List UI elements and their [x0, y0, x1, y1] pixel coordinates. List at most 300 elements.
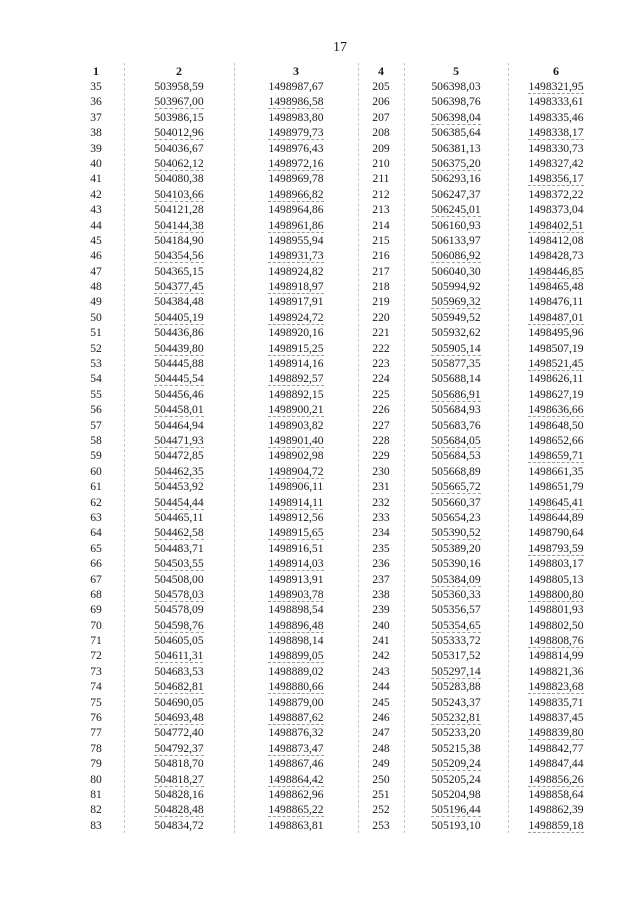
y-coordinate-left-cell [234, 602, 358, 617]
y-coordinate-left-cell [234, 218, 358, 233]
y-coordinate-right: 1498446,85 [528, 264, 584, 278]
point-number-left: 59 [90, 449, 102, 463]
x-coordinate-left-cell [124, 433, 234, 448]
point-number-right: 239 [372, 603, 390, 617]
point-number-left: 51 [90, 326, 102, 340]
point-number-right: 226 [372, 403, 390, 417]
x-coordinate-right: 506160,93 [431, 218, 481, 232]
y-coordinate-right-cell [508, 495, 604, 510]
y-coordinate-right-cell [508, 218, 604, 233]
x-coordinate-right: 505360,33 [431, 587, 481, 601]
point-number-left: 50 [90, 310, 102, 324]
x-coordinate-left: 504405,19 [154, 310, 204, 324]
y-coordinate-left-cell [234, 572, 358, 587]
y-coordinate-right-cell [508, 756, 604, 771]
table-row [68, 741, 604, 756]
y-coordinate-left-cell [234, 110, 358, 125]
point-number-right: 222 [372, 341, 390, 355]
point-number-left: 80 [90, 772, 102, 786]
point-number-right: 246 [372, 711, 390, 725]
point-number-right: 209 [372, 141, 390, 155]
point-number-right: 232 [372, 495, 390, 509]
point-number-left: 72 [90, 649, 102, 663]
x-coordinate-right: 505205,24 [431, 772, 481, 786]
y-coordinate-right-cell [508, 418, 604, 433]
x-coordinate-left-cell [124, 187, 234, 202]
point-number-left-cell [68, 187, 124, 202]
point-number-left: 73 [90, 664, 102, 678]
x-coordinate-left-cell [124, 510, 234, 525]
y-coordinate-right-cell [508, 94, 604, 109]
x-coordinate-left-cell [124, 725, 234, 740]
x-coordinate-right: 505660,37 [431, 495, 481, 509]
y-coordinate-right-cell [508, 664, 604, 679]
x-coordinate-right: 505297,14 [431, 664, 481, 678]
table-row [68, 679, 604, 694]
coordinate-table [68, 63, 604, 833]
y-coordinate-left-cell [234, 741, 358, 756]
y-coordinate-right-cell [508, 402, 604, 417]
x-coordinate-right: 506133,97 [431, 233, 481, 247]
x-coordinate-right: 506086,92 [431, 249, 481, 263]
x-coordinate-left-cell [124, 572, 234, 587]
x-coordinate-left: 504365,15 [154, 264, 204, 278]
point-number-left-cell [68, 448, 124, 463]
table-row [68, 325, 604, 340]
x-coordinate-left-cell [124, 556, 234, 571]
y-coordinate-left-cell [234, 695, 358, 710]
point-number-right-cell [358, 125, 404, 140]
x-coordinate-right-cell [404, 741, 508, 756]
x-coordinate-right-cell [404, 279, 508, 294]
point-number-right-cell [358, 741, 404, 756]
point-number-right-cell [358, 156, 404, 171]
y-coordinate-right: 1498800,80 [528, 587, 584, 601]
y-coordinate-right: 1498645,41 [528, 495, 584, 509]
table-row [68, 464, 604, 479]
x-coordinate-left-cell [124, 525, 234, 540]
point-number-left-cell [68, 110, 124, 125]
point-number-right-cell [358, 710, 404, 725]
point-number-left-cell [68, 79, 124, 94]
point-number-right-cell [358, 664, 404, 679]
point-number-left: 64 [90, 526, 102, 540]
y-coordinate-right-cell [508, 741, 604, 756]
y-coordinate-right-cell [508, 279, 604, 294]
y-coordinate-right-cell [508, 679, 604, 694]
x-coordinate-left-cell [124, 479, 234, 494]
x-coordinate-right-cell [404, 202, 508, 217]
y-coordinate-right: 1498814,99 [528, 649, 584, 663]
x-coordinate-left: 504458,01 [154, 403, 204, 417]
x-coordinate-left-cell [124, 218, 234, 233]
point-number-left: 67 [90, 572, 102, 586]
x-coordinate-right: 506247,37 [431, 187, 481, 201]
point-number-right-cell [358, 602, 404, 617]
y-coordinate-right: 1498805,13 [528, 572, 584, 586]
y-coordinate-left-cell [234, 495, 358, 510]
table-row [68, 479, 604, 494]
y-coordinate-left: 1498912,56 [268, 510, 324, 524]
y-coordinate-left: 1498987,67 [268, 80, 324, 93]
y-coordinate-right: 1498373,04 [528, 203, 584, 217]
table-row [68, 264, 604, 279]
point-number-right-cell [358, 772, 404, 787]
x-coordinate-right-cell [404, 125, 508, 140]
point-number-left-cell [68, 756, 124, 771]
x-coordinate-left: 504503,55 [154, 557, 204, 571]
y-coordinate-left-cell [234, 787, 358, 802]
x-coordinate-left-cell [124, 710, 234, 725]
x-coordinate-left: 504472,85 [154, 449, 204, 463]
point-number-right: 240 [372, 618, 390, 632]
table-row [68, 94, 604, 109]
x-coordinate-left: 504792,37 [154, 741, 204, 755]
x-coordinate-left-cell [124, 818, 234, 833]
y-coordinate-right-cell [508, 525, 604, 540]
y-coordinate-right-cell [508, 356, 604, 371]
x-coordinate-right: 505684,53 [431, 449, 481, 463]
point-number-right-cell [358, 464, 404, 479]
table-row [68, 725, 604, 740]
point-number-right: 235 [372, 541, 390, 555]
point-number-right: 205 [372, 80, 390, 93]
y-coordinate-right: 1498858,64 [528, 787, 584, 801]
table-row [68, 664, 604, 679]
table-row [68, 695, 604, 710]
point-number-right: 212 [372, 187, 390, 201]
point-number-left-cell [68, 802, 124, 817]
point-number-right-cell [358, 94, 404, 109]
x-coordinate-left: 504682,81 [154, 680, 204, 694]
point-number-left: 62 [90, 495, 102, 509]
x-coordinate-left: 504144,38 [154, 218, 204, 232]
table-row [68, 356, 604, 371]
x-coordinate-left-cell [124, 233, 234, 248]
y-coordinate-right: 1498823,68 [528, 680, 584, 694]
point-number-left-cell [68, 495, 124, 510]
point-number-left: 53 [90, 357, 102, 371]
y-coordinate-left: 1498865,22 [268, 803, 324, 817]
x-coordinate-left: 504508,00 [154, 572, 204, 586]
point-number-right-cell [358, 695, 404, 710]
table-row [68, 556, 604, 571]
point-number-right-cell [358, 756, 404, 771]
x-coordinate-left: 504354,56 [154, 249, 204, 263]
y-coordinate-right-cell [508, 710, 604, 725]
x-coordinate-left-cell [124, 264, 234, 279]
point-number-left-cell [68, 679, 124, 694]
y-coordinate-left: 1498900,21 [268, 403, 324, 417]
y-coordinate-right-cell [508, 248, 604, 263]
x-coordinate-left: 504464,94 [154, 418, 204, 432]
x-coordinate-right-cell [404, 433, 508, 448]
table-row [68, 587, 604, 602]
y-coordinate-right-cell [508, 79, 604, 94]
page-number: 17 [333, 40, 347, 55]
y-coordinate-left: 1498966,82 [268, 187, 324, 201]
point-number-left-cell [68, 464, 124, 479]
point-number-right-cell [358, 725, 404, 740]
table-row [68, 402, 604, 417]
x-coordinate-right-cell [404, 187, 508, 202]
y-coordinate-left-cell [234, 356, 358, 371]
point-number-left-cell [68, 218, 124, 233]
point-number-right-cell [358, 387, 404, 402]
x-coordinate-right-cell [404, 633, 508, 648]
y-coordinate-left: 1498979,73 [268, 126, 324, 140]
x-coordinate-left: 504184,90 [154, 233, 204, 247]
point-number-right: 231 [372, 480, 390, 494]
x-coordinate-right-cell [404, 418, 508, 433]
point-number-left: 54 [90, 372, 102, 386]
x-coordinate-right-cell [404, 310, 508, 325]
y-coordinate-left: 1498986,58 [268, 95, 324, 109]
point-number-right-cell [358, 818, 404, 833]
point-number-right-cell [358, 202, 404, 217]
x-coordinate-left-cell [124, 541, 234, 556]
table-row [68, 602, 604, 617]
x-coordinate-right: 505233,20 [431, 726, 481, 740]
x-coordinate-left-cell [124, 402, 234, 417]
column-header: 6 [553, 64, 559, 78]
point-number-right-cell [358, 479, 404, 494]
x-coordinate-left-cell [124, 741, 234, 756]
x-coordinate-right-cell [404, 725, 508, 740]
y-coordinate-left: 1498983,80 [268, 110, 324, 124]
x-coordinate-right-cell [404, 572, 508, 587]
point-number-left: 52 [90, 341, 102, 355]
y-coordinate-left: 1498898,54 [268, 603, 324, 617]
x-coordinate-left: 504445,54 [154, 372, 204, 386]
y-coordinate-left-cell [234, 479, 358, 494]
point-number-left: 56 [90, 403, 102, 417]
x-coordinate-right-cell [404, 556, 508, 571]
point-number-right: 224 [372, 372, 390, 386]
point-number-right: 211 [372, 172, 390, 186]
y-coordinate-right: 1498842,77 [528, 741, 584, 755]
point-number-right: 243 [372, 664, 390, 678]
point-number-right-cell [358, 325, 404, 340]
point-number-right-cell [358, 294, 404, 309]
x-coordinate-right-cell [404, 79, 508, 94]
y-coordinate-left: 1498976,43 [268, 141, 324, 155]
x-coordinate-right-cell [404, 371, 508, 386]
point-number-left-cell [68, 664, 124, 679]
x-coordinate-left: 504121,28 [154, 203, 204, 217]
y-coordinate-left: 1498879,00 [268, 695, 324, 709]
x-coordinate-right: 505688,14 [431, 372, 481, 386]
x-coordinate-left-cell [124, 171, 234, 186]
point-number-right: 250 [372, 772, 390, 786]
point-number-left: 75 [90, 695, 102, 709]
x-coordinate-right-cell [404, 356, 508, 371]
point-number-right-cell [358, 510, 404, 525]
point-number-left: 42 [90, 187, 102, 201]
point-number-right: 252 [372, 803, 390, 817]
point-number-right-cell [358, 587, 404, 602]
x-coordinate-right: 506293,16 [431, 172, 481, 186]
column-header: 5 [453, 64, 459, 78]
y-coordinate-left: 1498892,15 [268, 387, 324, 401]
y-coordinate-left-cell [234, 541, 358, 556]
y-coordinate-left-cell [234, 248, 358, 263]
y-coordinate-right-cell [508, 510, 604, 525]
x-coordinate-right: 506385,64 [431, 126, 481, 140]
point-number-left: 83 [90, 818, 102, 832]
table-row [68, 125, 604, 140]
x-coordinate-right: 505932,62 [431, 326, 481, 340]
x-coordinate-right-cell [404, 695, 508, 710]
point-number-left-cell [68, 233, 124, 248]
y-coordinate-left-cell [234, 433, 358, 448]
point-number-right-cell [358, 218, 404, 233]
point-number-right: 214 [372, 218, 390, 232]
y-coordinate-left-cell [234, 341, 358, 356]
point-number-left: 40 [90, 156, 102, 170]
x-coordinate-left: 504578,03 [154, 587, 204, 601]
table-row [68, 187, 604, 202]
point-number-left: 68 [90, 587, 102, 601]
x-coordinate-left-cell [124, 587, 234, 602]
point-number-right: 228 [372, 433, 390, 447]
x-coordinate-right-cell [404, 679, 508, 694]
x-coordinate-left-cell [124, 341, 234, 356]
table-row [68, 541, 604, 556]
point-number-left-cell [68, 310, 124, 325]
point-number-right: 208 [372, 126, 390, 140]
y-coordinate-right: 1498372,22 [528, 187, 584, 201]
y-coordinate-right-cell [508, 725, 604, 740]
y-coordinate-right: 1498659,71 [528, 449, 584, 463]
y-coordinate-right: 1498839,80 [528, 726, 584, 740]
y-coordinate-right: 1498636,66 [528, 403, 584, 417]
y-coordinate-right-cell [508, 787, 604, 802]
point-number-right: 223 [372, 357, 390, 371]
y-coordinate-right: 1498487,01 [528, 310, 584, 324]
x-coordinate-right: 505354,65 [431, 618, 481, 632]
x-coordinate-left: 504439,80 [154, 341, 204, 355]
y-coordinate-left: 1498876,32 [268, 726, 324, 740]
y-coordinate-right: 1498821,36 [528, 664, 584, 678]
point-number-left-cell [68, 387, 124, 402]
y-coordinate-left-cell [234, 233, 358, 248]
point-number-right: 210 [372, 156, 390, 170]
y-coordinate-left-cell [234, 418, 358, 433]
y-coordinate-right-cell [508, 371, 604, 386]
y-coordinate-right: 1498321,95 [528, 80, 584, 93]
y-coordinate-left-cell [234, 264, 358, 279]
point-number-left-cell [68, 695, 124, 710]
y-coordinate-left-cell [234, 156, 358, 171]
point-number-right-cell [358, 418, 404, 433]
y-coordinate-right: 1498859,18 [528, 818, 584, 832]
y-coordinate-right-cell [508, 125, 604, 140]
y-coordinate-right-cell [508, 602, 604, 617]
y-coordinate-left: 1498864,42 [268, 772, 324, 786]
x-coordinate-left-cell [124, 125, 234, 140]
point-number-right: 229 [372, 449, 390, 463]
point-number-left-cell [68, 356, 124, 371]
point-number-left-cell [68, 633, 124, 648]
point-number-right-cell [358, 310, 404, 325]
point-number-left: 39 [90, 141, 102, 155]
point-number-right: 217 [372, 264, 390, 278]
table-row [68, 341, 604, 356]
table-row [68, 710, 604, 725]
x-coordinate-right: 505684,93 [431, 403, 481, 417]
y-coordinate-right: 1498356,17 [528, 172, 584, 186]
x-coordinate-left: 504818,70 [154, 757, 204, 771]
x-coordinate-left: 504103,66 [154, 187, 204, 201]
y-coordinate-left-cell [234, 725, 358, 740]
x-coordinate-left-cell [124, 602, 234, 617]
y-coordinate-right-cell [508, 818, 604, 833]
x-coordinate-left: 504828,16 [154, 787, 204, 801]
table-row [68, 310, 604, 325]
y-coordinate-left: 1498903,78 [268, 587, 324, 601]
point-number-left: 58 [90, 433, 102, 447]
point-number-left-cell [68, 418, 124, 433]
x-coordinate-right: 506398,03 [431, 80, 481, 93]
y-coordinate-left: 1498873,47 [268, 741, 324, 755]
x-coordinate-right: 505390,52 [431, 526, 481, 540]
y-coordinate-left-cell [234, 202, 358, 217]
x-coordinate-left: 503986,15 [154, 110, 204, 124]
y-coordinate-left: 1498898,14 [268, 634, 324, 648]
point-number-right-cell [358, 264, 404, 279]
y-coordinate-left: 1498896,48 [268, 618, 324, 632]
x-coordinate-right: 505949,52 [431, 310, 481, 324]
x-coordinate-left: 504454,44 [154, 495, 204, 509]
x-coordinate-left-cell [124, 156, 234, 171]
x-coordinate-right: 505384,09 [431, 572, 481, 586]
y-coordinate-left-cell [234, 325, 358, 340]
point-number-left-cell [68, 371, 124, 386]
point-number-left-cell [68, 818, 124, 833]
y-coordinate-right-cell [508, 572, 604, 587]
y-coordinate-right: 1498495,96 [528, 326, 584, 340]
y-coordinate-right-cell [508, 695, 604, 710]
x-coordinate-right-cell [404, 664, 508, 679]
point-number-left-cell [68, 202, 124, 217]
y-coordinate-left: 1498920,16 [268, 326, 324, 340]
point-number-right: 218 [372, 280, 390, 294]
x-coordinate-right: 505356,57 [431, 603, 481, 617]
column-divider [508, 63, 509, 833]
x-coordinate-left-cell [124, 110, 234, 125]
y-coordinate-right: 1498793,59 [528, 541, 584, 555]
point-number-left: 76 [90, 711, 102, 725]
point-number-right-cell [358, 802, 404, 817]
point-number-right: 213 [372, 203, 390, 217]
point-number-right: 227 [372, 418, 390, 432]
x-coordinate-left: 504772,40 [154, 726, 204, 740]
x-coordinate-left-cell [124, 310, 234, 325]
y-coordinate-right: 1498476,11 [528, 295, 584, 309]
table-row [68, 525, 604, 540]
table-row [68, 110, 604, 125]
point-number-right: 234 [372, 526, 390, 540]
y-coordinate-right: 1498465,48 [528, 280, 584, 294]
y-coordinate-left: 1498961,86 [268, 218, 324, 232]
x-coordinate-left: 503958,59 [154, 80, 204, 93]
y-coordinate-right: 1498626,11 [528, 372, 584, 386]
y-coordinate-left-cell [234, 79, 358, 94]
point-number-right-cell [358, 433, 404, 448]
y-coordinate-right-cell [508, 141, 604, 156]
x-coordinate-left: 504080,38 [154, 172, 204, 186]
